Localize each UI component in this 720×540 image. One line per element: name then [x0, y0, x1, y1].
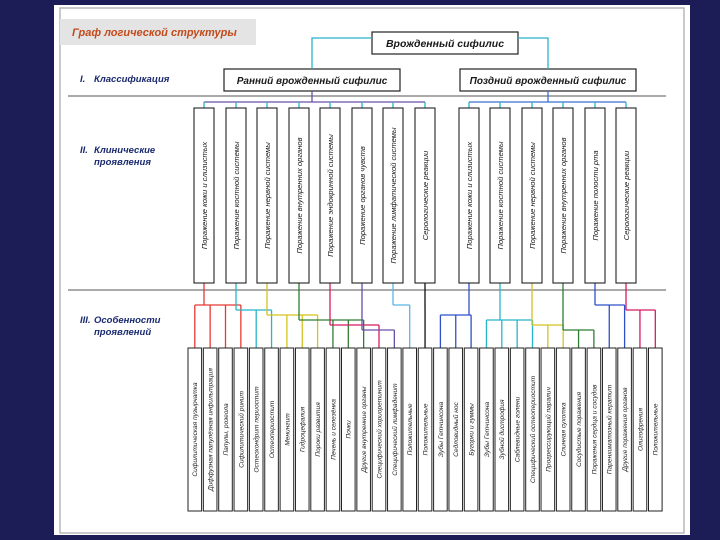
feature-label: Диффузная папулёзная инфильтрация [207, 368, 215, 491]
early-manifestation-label: Поражение нервной системы [263, 142, 272, 249]
feature-label: Почки [345, 420, 353, 439]
feature-label: Пороки развития [315, 402, 322, 457]
feature-label: Положительные [422, 403, 430, 456]
feature-label: Другие внутренние органы [361, 386, 369, 473]
section-3-label: Особенности проявлений [94, 315, 161, 338]
late-manifestation-label: Поражение внутренних органов [559, 137, 568, 254]
feature-boxes [188, 348, 662, 511]
early-manifestation-label: Поражение внутренних органов [295, 137, 304, 254]
late-manifestation-label: Поражение полости рта [591, 150, 600, 241]
logic-structure-graph [58, 5, 686, 535]
category-early-label: Ранний врожденный сифилис [236, 76, 388, 87]
feature-label: Печень и селезёнка [330, 399, 338, 460]
early-manifestation-label: Серологические реакции [421, 150, 430, 241]
late-manifestation-label: Поражение костной системы [496, 141, 505, 250]
feature-label: Сифилитический ринит [238, 391, 246, 468]
feature-label: Сифилитическая пузырчатка [192, 382, 200, 477]
slide [54, 5, 690, 535]
graph-title: Граф логической структуры [72, 27, 237, 39]
early-manifestation-label: Поражение эндокринной системы [326, 134, 335, 257]
section-1-label: Классификация [94, 74, 170, 85]
section-3-num: III. [80, 315, 91, 326]
section-2-num: II. [80, 145, 88, 156]
feature-label: Гидроцефалия [299, 406, 307, 453]
feature-label: Папулы, розеола [222, 403, 230, 456]
feature-label: Олигофрения [637, 408, 645, 451]
feature-label: Саблевидные голени [514, 396, 522, 463]
early-manifestation-label: Поражение кожи и слизистых [200, 141, 209, 250]
early-manifestation-label: Поражение лимфатической системы [389, 127, 398, 264]
feature-label: Паренхиматозный кератит [606, 384, 614, 475]
feature-label: Спинная сухотка [560, 402, 568, 457]
section-1-num: I. [80, 74, 86, 85]
feature-label: Специфический остеопериостит [529, 375, 537, 484]
feature-label: Менингит [284, 413, 292, 446]
root-label: Врожденный сифилис [385, 38, 505, 50]
feature-label: Остеохондрит периостит [253, 386, 261, 473]
feature-label: Остеопериостит [268, 400, 276, 459]
late-manifestation-label: Поражение кожи и слизистых [465, 141, 474, 250]
feature-label: Положительные [652, 403, 660, 456]
feature-label: Специфический лимфаденит [391, 383, 399, 476]
early-manifestation-label: Поражение костной системы [232, 141, 241, 250]
category-late-label: Поздний врожденный сифилис [469, 76, 627, 87]
feature-label: Другие поражения органов [622, 387, 629, 472]
feature-label: Зубы Гетчинсона [437, 401, 445, 458]
late-manifestation-label: Серологические реакции [622, 150, 631, 241]
feature-label: Зубной дистрофия [499, 399, 507, 460]
feature-label: Седловидный нос [453, 402, 461, 457]
feature-label: Положительные [407, 403, 415, 456]
feature-label: Поражения сердца и сосудов [591, 384, 599, 475]
feature-label: Специфический хориоретинит [376, 380, 384, 479]
section-2-label: Клинические проявления [94, 145, 156, 168]
feature-label: Сосудистые поражения [575, 391, 583, 468]
late-manifestation-label: Поражение нервной системы [528, 142, 537, 249]
feature-label: Прогрессирующий паралич [545, 387, 553, 472]
manifestation-boxes [194, 108, 636, 283]
early-manifestation-label: Поражение органов чувств [358, 146, 367, 245]
feature-label: Зубы Гетчинсона [483, 401, 491, 458]
feature-label: Бугорки и гуммы [468, 403, 476, 456]
